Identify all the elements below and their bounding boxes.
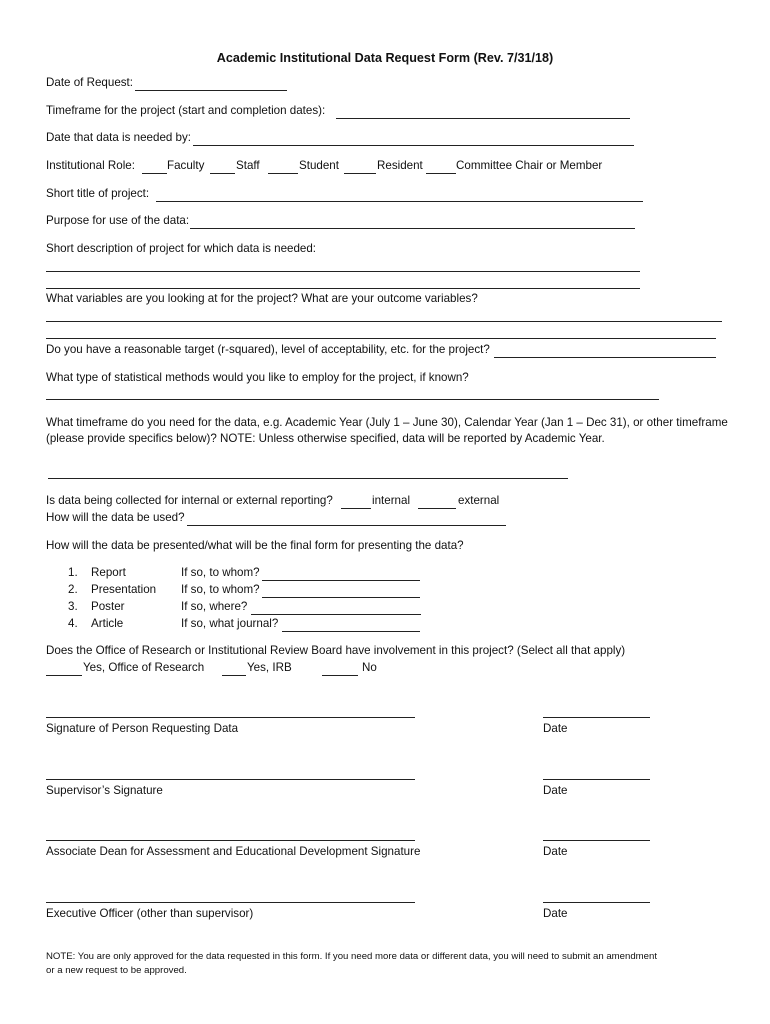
involvement-irb-blank[interactable] bbox=[222, 675, 246, 676]
variables-label: What variables are you looking at for the project? What are your outcome variables? bbox=[46, 292, 478, 305]
role-student-blank[interactable] bbox=[268, 173, 298, 174]
role-student-label: Student bbox=[299, 159, 339, 172]
presentation-followup-2: If so, to whom? bbox=[181, 583, 260, 596]
involvement-no-label: No bbox=[362, 661, 377, 674]
date-needed-field[interactable] bbox=[193, 145, 634, 146]
presentation-field-2[interactable] bbox=[262, 597, 420, 598]
reporting-label: Is data being collected for internal or external reporting? bbox=[46, 494, 333, 507]
executive-officer-date-line[interactable] bbox=[543, 902, 650, 903]
role-committee-blank[interactable] bbox=[426, 173, 456, 174]
date-of-request-field[interactable] bbox=[135, 90, 287, 91]
timeframe-label: Timeframe for the project (start and completion dates): bbox=[46, 104, 326, 117]
requester-signature-line[interactable] bbox=[46, 717, 415, 718]
presentation-label: How will the data be presented/what will be the final form for presenting the data? bbox=[46, 539, 464, 552]
timeframe-field[interactable] bbox=[336, 118, 630, 119]
supervisor-signature-line[interactable] bbox=[46, 779, 415, 780]
associate-dean-date-line[interactable] bbox=[543, 840, 650, 841]
requester-date-line[interactable] bbox=[543, 717, 650, 718]
variables-line-2[interactable] bbox=[46, 338, 716, 339]
role-staff-blank[interactable] bbox=[210, 173, 235, 174]
involvement-label: Does the Office of Research or Institutional Review Board have involvement in this project? (Select all that apply) bbox=[46, 644, 626, 657]
presentation-num-3: 3. bbox=[68, 600, 78, 613]
involvement-no-blank[interactable] bbox=[322, 675, 358, 676]
variables-line-1[interactable] bbox=[46, 321, 722, 322]
presentation-item-presentation: Presentation bbox=[91, 583, 157, 596]
purpose-label: Purpose for use of the data: bbox=[46, 214, 190, 227]
executive-officer-date-label: Date bbox=[543, 907, 568, 920]
short-description-line-2[interactable] bbox=[46, 288, 640, 289]
associate-dean-signature-label: Associate Dean for Assessment and Educational Development Signature bbox=[46, 845, 421, 858]
role-resident-label: Resident bbox=[377, 159, 423, 172]
date-of-request-label: Date of Request: bbox=[46, 76, 134, 89]
data-timeframe-text-2: (please provide specifics below)? NOTE: Unless otherwise specified, data will be reported by Academic Year. bbox=[46, 432, 605, 445]
presentation-followup-1: If so, to whom? bbox=[181, 566, 260, 579]
presentation-field-1[interactable] bbox=[262, 580, 420, 581]
role-resident-blank[interactable] bbox=[344, 173, 376, 174]
reporting-external-label: external bbox=[458, 494, 500, 507]
supervisor-date-label: Date bbox=[543, 784, 568, 797]
data-use-field[interactable] bbox=[187, 525, 506, 526]
reporting-internal-blank[interactable] bbox=[341, 508, 371, 509]
presentation-field-3[interactable] bbox=[251, 614, 421, 615]
note-line-2: or a new request to be approved. bbox=[46, 965, 187, 976]
date-needed-label: Date that data is needed by: bbox=[46, 131, 192, 144]
associate-dean-date-label: Date bbox=[543, 845, 568, 858]
presentation-num-4: 4. bbox=[68, 617, 78, 630]
presentation-num-1: 1. bbox=[68, 566, 78, 579]
requester-date-label: Date bbox=[543, 722, 568, 735]
presentation-followup-4: If so, what journal? bbox=[181, 617, 279, 630]
involvement-research-label: Yes, Office of Research bbox=[83, 661, 205, 674]
target-label: Do you have a reasonable target (r-squared), level of acceptability, etc. for the project? bbox=[46, 343, 490, 356]
presentation-item-article: Article bbox=[91, 617, 124, 630]
presentation-num-2: 2. bbox=[68, 583, 78, 596]
associate-dean-signature-line[interactable] bbox=[46, 840, 415, 841]
executive-officer-signature-label: Executive Officer (other than supervisor) bbox=[46, 907, 254, 920]
role-faculty-blank[interactable] bbox=[142, 173, 167, 174]
involvement-irb-label: Yes, IRB bbox=[247, 661, 292, 674]
involvement-research-blank[interactable] bbox=[46, 675, 82, 676]
presentation-followup-3: If so, where? bbox=[181, 600, 248, 613]
presentation-item-poster: Poster bbox=[91, 600, 125, 613]
role-committee-label: Committee Chair or Member bbox=[456, 159, 603, 172]
short-title-field[interactable] bbox=[156, 201, 643, 202]
role-faculty-label: Faculty bbox=[167, 159, 205, 172]
data-timeframe-text-1: What timeframe do you need for the data, e.g. Academic Year (July 1 – June 30), Calendar Year (Jan 1 – Dec 31), or other timeframe bbox=[46, 416, 728, 429]
reporting-internal-label: internal bbox=[372, 494, 411, 507]
requester-signature-label: Signature of Person Requesting Data bbox=[46, 722, 239, 735]
short-title-label: Short title of project: bbox=[46, 187, 150, 200]
presentation-item-report: Report bbox=[91, 566, 126, 579]
reporting-external-blank[interactable] bbox=[418, 508, 456, 509]
short-description-label: Short description of project for which data is needed: bbox=[46, 242, 317, 255]
target-field[interactable] bbox=[494, 357, 716, 358]
presentation-field-4[interactable] bbox=[282, 631, 420, 632]
methods-label: What type of statistical methods would you like to employ for the project, if known? bbox=[46, 371, 469, 384]
supervisor-date-line[interactable] bbox=[543, 779, 650, 780]
methods-field[interactable] bbox=[46, 399, 659, 400]
executive-officer-signature-line[interactable] bbox=[46, 902, 415, 903]
note-line-1: NOTE: You are only approved for the data requested in this form. If you need more data or different data, you will need to submit an amendment bbox=[46, 951, 657, 962]
purpose-field[interactable] bbox=[190, 228, 635, 229]
form-title: Academic Institutional Data Request Form (Rev. 7/31/18) bbox=[216, 51, 554, 65]
data-use-label: How will the data be used? bbox=[46, 511, 185, 524]
role-staff-label: Staff bbox=[236, 159, 260, 172]
role-label: Institutional Role: bbox=[46, 159, 135, 172]
data-timeframe-field[interactable] bbox=[48, 478, 568, 479]
short-description-line-1[interactable] bbox=[46, 271, 640, 272]
supervisor-signature-label: Supervisor’s Signature bbox=[46, 784, 163, 797]
